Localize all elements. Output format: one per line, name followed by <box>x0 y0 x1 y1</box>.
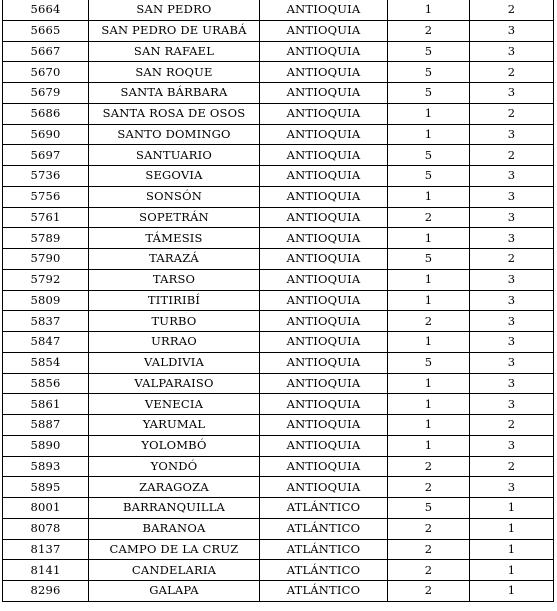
table-row <box>3 124 554 145</box>
municipality-table <box>2 0 554 602</box>
table-row <box>3 290 554 311</box>
table-row <box>3 415 554 436</box>
table-row <box>3 207 554 228</box>
cell-departamento: ANTIOQUIA <box>260 269 388 290</box>
cell-code: 5809 <box>3 290 89 311</box>
table-row <box>3 311 554 332</box>
cell-category-1: 2 <box>388 20 470 41</box>
cell-departamento: ATLÁNTICO <box>260 581 388 602</box>
cell-municipio: BARRANQUILLA <box>89 498 260 519</box>
cell-departamento: ANTIOQUIA <box>260 456 388 477</box>
cell-code: 5837 <box>3 311 89 332</box>
table-row <box>3 560 554 581</box>
cell-departamento: ATLÁNTICO <box>260 539 388 560</box>
cell-departamento: ANTIOQUIA <box>260 477 388 498</box>
table-row <box>3 145 554 166</box>
cell-municipio: ZARAGOZA <box>89 477 260 498</box>
cell-municipio: SANTA BÁRBARA <box>89 83 260 104</box>
cell-category-2: 2 <box>470 62 554 83</box>
cell-category-2: 1 <box>470 518 554 539</box>
cell-departamento: ANTIOQUIA <box>260 290 388 311</box>
cell-departamento: ATLÁNTICO <box>260 498 388 519</box>
cell-municipio: YARUMAL <box>89 415 260 436</box>
cell-category-2: 3 <box>470 311 554 332</box>
cell-category-1: 1 <box>388 269 470 290</box>
cell-municipio: SAN RAFAEL <box>89 41 260 62</box>
cell-municipio: URRAO <box>89 332 260 353</box>
table-row <box>3 332 554 353</box>
cell-municipio: TÁMESIS <box>89 228 260 249</box>
cell-departamento: ANTIOQUIA <box>260 145 388 166</box>
cell-municipio: VALPARAISO <box>89 373 260 394</box>
cell-code: 8078 <box>3 518 89 539</box>
table-row <box>3 435 554 456</box>
cell-municipio: SEGOVIA <box>89 166 260 187</box>
cell-code: 5686 <box>3 103 89 124</box>
cell-code: 5697 <box>3 145 89 166</box>
cell-departamento: ANTIOQUIA <box>260 83 388 104</box>
cell-category-2: 3 <box>470 352 554 373</box>
cell-departamento: ANTIOQUIA <box>260 228 388 249</box>
cell-category-2: 1 <box>470 560 554 581</box>
cell-category-2: 2 <box>470 0 554 20</box>
table-row <box>3 62 554 83</box>
table-row <box>3 581 554 602</box>
cell-code: 5890 <box>3 435 89 456</box>
cell-departamento: ANTIOQUIA <box>260 415 388 436</box>
cell-category-2: 2 <box>470 103 554 124</box>
cell-municipio: SANTA ROSA DE OSOS <box>89 103 260 124</box>
cell-category-2: 2 <box>470 415 554 436</box>
cell-departamento: ANTIOQUIA <box>260 62 388 83</box>
cell-category-1: 5 <box>388 166 470 187</box>
cell-departamento: ANTIOQUIA <box>260 352 388 373</box>
cell-category-2: 3 <box>470 41 554 62</box>
table-row <box>3 228 554 249</box>
table-row <box>3 498 554 519</box>
cell-category-1: 1 <box>388 103 470 124</box>
cell-municipio: YOLOMBÓ <box>89 435 260 456</box>
cell-category-2: 3 <box>470 332 554 353</box>
cell-municipio: CANDELARIA <box>89 560 260 581</box>
cell-code: 8137 <box>3 539 89 560</box>
cell-municipio: SANTUARIO <box>89 145 260 166</box>
cell-code: 8141 <box>3 560 89 581</box>
cell-municipio: TARAZÁ <box>89 249 260 270</box>
cell-municipio: SAN ROQUE <box>89 62 260 83</box>
cell-category-1: 1 <box>388 373 470 394</box>
cell-departamento: ANTIOQUIA <box>260 186 388 207</box>
cell-departamento: ANTIOQUIA <box>260 373 388 394</box>
cell-category-2: 3 <box>470 20 554 41</box>
table-row <box>3 20 554 41</box>
cell-departamento: ANTIOQUIA <box>260 0 388 20</box>
cell-code: 5847 <box>3 332 89 353</box>
cell-municipio: SONSÓN <box>89 186 260 207</box>
cell-code: 5756 <box>3 186 89 207</box>
cell-departamento: ANTIOQUIA <box>260 249 388 270</box>
cell-municipio: TITIRIBÍ <box>89 290 260 311</box>
cell-category-2: 3 <box>470 290 554 311</box>
table-row <box>3 41 554 62</box>
cell-municipio: TARSO <box>89 269 260 290</box>
cell-departamento: ANTIOQUIA <box>260 41 388 62</box>
cell-code: 5761 <box>3 207 89 228</box>
cell-code: 5664 <box>3 0 89 20</box>
cell-category-1: 1 <box>388 435 470 456</box>
cell-code: 5679 <box>3 83 89 104</box>
cell-category-2: 2 <box>470 456 554 477</box>
cell-municipio: VALDIVIA <box>89 352 260 373</box>
cell-departamento: ANTIOQUIA <box>260 20 388 41</box>
cell-category-1: 2 <box>388 456 470 477</box>
cell-category-1: 1 <box>388 124 470 145</box>
cell-category-1: 2 <box>388 311 470 332</box>
cell-code: 5887 <box>3 415 89 436</box>
cell-departamento: ANTIOQUIA <box>260 332 388 353</box>
cell-category-1: 2 <box>388 581 470 602</box>
cell-municipio: VENECIA <box>89 394 260 415</box>
cell-municipio: SAN PEDRO DE URABÁ <box>89 20 260 41</box>
cell-category-2: 3 <box>470 124 554 145</box>
cell-departamento: ANTIOQUIA <box>260 435 388 456</box>
cell-category-2: 3 <box>470 207 554 228</box>
cell-code: 5665 <box>3 20 89 41</box>
cell-departamento: ATLÁNTICO <box>260 560 388 581</box>
table-row <box>3 0 554 20</box>
table-row <box>3 166 554 187</box>
cell-category-1: 1 <box>388 290 470 311</box>
cell-category-1: 1 <box>388 415 470 436</box>
cell-category-2: 2 <box>470 145 554 166</box>
cell-category-2: 1 <box>470 581 554 602</box>
cell-category-1: 5 <box>388 41 470 62</box>
cell-municipio: SAN PEDRO <box>89 0 260 20</box>
cell-category-2: 3 <box>470 435 554 456</box>
cell-code: 5895 <box>3 477 89 498</box>
cell-category-2: 1 <box>470 498 554 519</box>
cell-category-1: 2 <box>388 207 470 228</box>
cell-category-1: 2 <box>388 560 470 581</box>
cell-code: 5789 <box>3 228 89 249</box>
cell-code: 5856 <box>3 373 89 394</box>
cell-departamento: ANTIOQUIA <box>260 311 388 332</box>
cell-category-1: 1 <box>388 332 470 353</box>
cell-category-2: 3 <box>470 394 554 415</box>
table-row <box>3 83 554 104</box>
cell-code: 5792 <box>3 269 89 290</box>
cell-code: 5736 <box>3 166 89 187</box>
cell-category-2: 1 <box>470 539 554 560</box>
cell-category-1: 1 <box>388 186 470 207</box>
cell-municipio: TURBO <box>89 311 260 332</box>
table-row <box>3 394 554 415</box>
cell-departamento: ANTIOQUIA <box>260 394 388 415</box>
cell-category-1: 5 <box>388 83 470 104</box>
cell-departamento: ANTIOQUIA <box>260 124 388 145</box>
cell-code: 5790 <box>3 249 89 270</box>
cell-category-1: 5 <box>388 352 470 373</box>
cell-code: 5893 <box>3 456 89 477</box>
cell-category-2: 2 <box>470 249 554 270</box>
table-row <box>3 456 554 477</box>
cell-category-2: 3 <box>470 83 554 104</box>
cell-category-1: 2 <box>388 518 470 539</box>
table-row <box>3 186 554 207</box>
table-row <box>3 103 554 124</box>
cell-departamento: ANTIOQUIA <box>260 207 388 228</box>
cell-departamento: ATLÁNTICO <box>260 518 388 539</box>
cell-category-2: 3 <box>470 166 554 187</box>
table-row <box>3 373 554 394</box>
table-row <box>3 249 554 270</box>
cell-category-1: 5 <box>388 145 470 166</box>
cell-code: 5854 <box>3 352 89 373</box>
cell-category-1: 2 <box>388 477 470 498</box>
cell-departamento: ANTIOQUIA <box>260 166 388 187</box>
cell-municipio: CAMPO DE LA CRUZ <box>89 539 260 560</box>
cell-code: 5690 <box>3 124 89 145</box>
table-row <box>3 352 554 373</box>
cell-category-2: 3 <box>470 186 554 207</box>
cell-municipio: GALAPA <box>89 581 260 602</box>
cell-municipio: BARANOA <box>89 518 260 539</box>
cell-municipio: SANTO DOMINGO <box>89 124 260 145</box>
table-row <box>3 539 554 560</box>
table-row <box>3 518 554 539</box>
cell-code: 8001 <box>3 498 89 519</box>
table-row <box>3 477 554 498</box>
cell-municipio: YONDÓ <box>89 456 260 477</box>
cell-category-1: 1 <box>388 394 470 415</box>
cell-category-1: 5 <box>388 249 470 270</box>
cell-code: 8296 <box>3 581 89 602</box>
cell-departamento: ANTIOQUIA <box>260 103 388 124</box>
cell-code: 5861 <box>3 394 89 415</box>
cell-category-2: 3 <box>470 477 554 498</box>
cell-category-2: 3 <box>470 373 554 394</box>
cell-category-1: 5 <box>388 498 470 519</box>
cell-municipio: SOPETRÁN <box>89 207 260 228</box>
cell-category-1: 1 <box>388 228 470 249</box>
cell-category-2: 3 <box>470 228 554 249</box>
cell-category-1: 2 <box>388 539 470 560</box>
cell-code: 5667 <box>3 41 89 62</box>
cell-code: 5670 <box>3 62 89 83</box>
cell-category-1: 5 <box>388 62 470 83</box>
table-row <box>3 269 554 290</box>
table-body <box>3 0 554 601</box>
cell-category-1: 1 <box>388 0 470 20</box>
cell-category-2: 3 <box>470 269 554 290</box>
